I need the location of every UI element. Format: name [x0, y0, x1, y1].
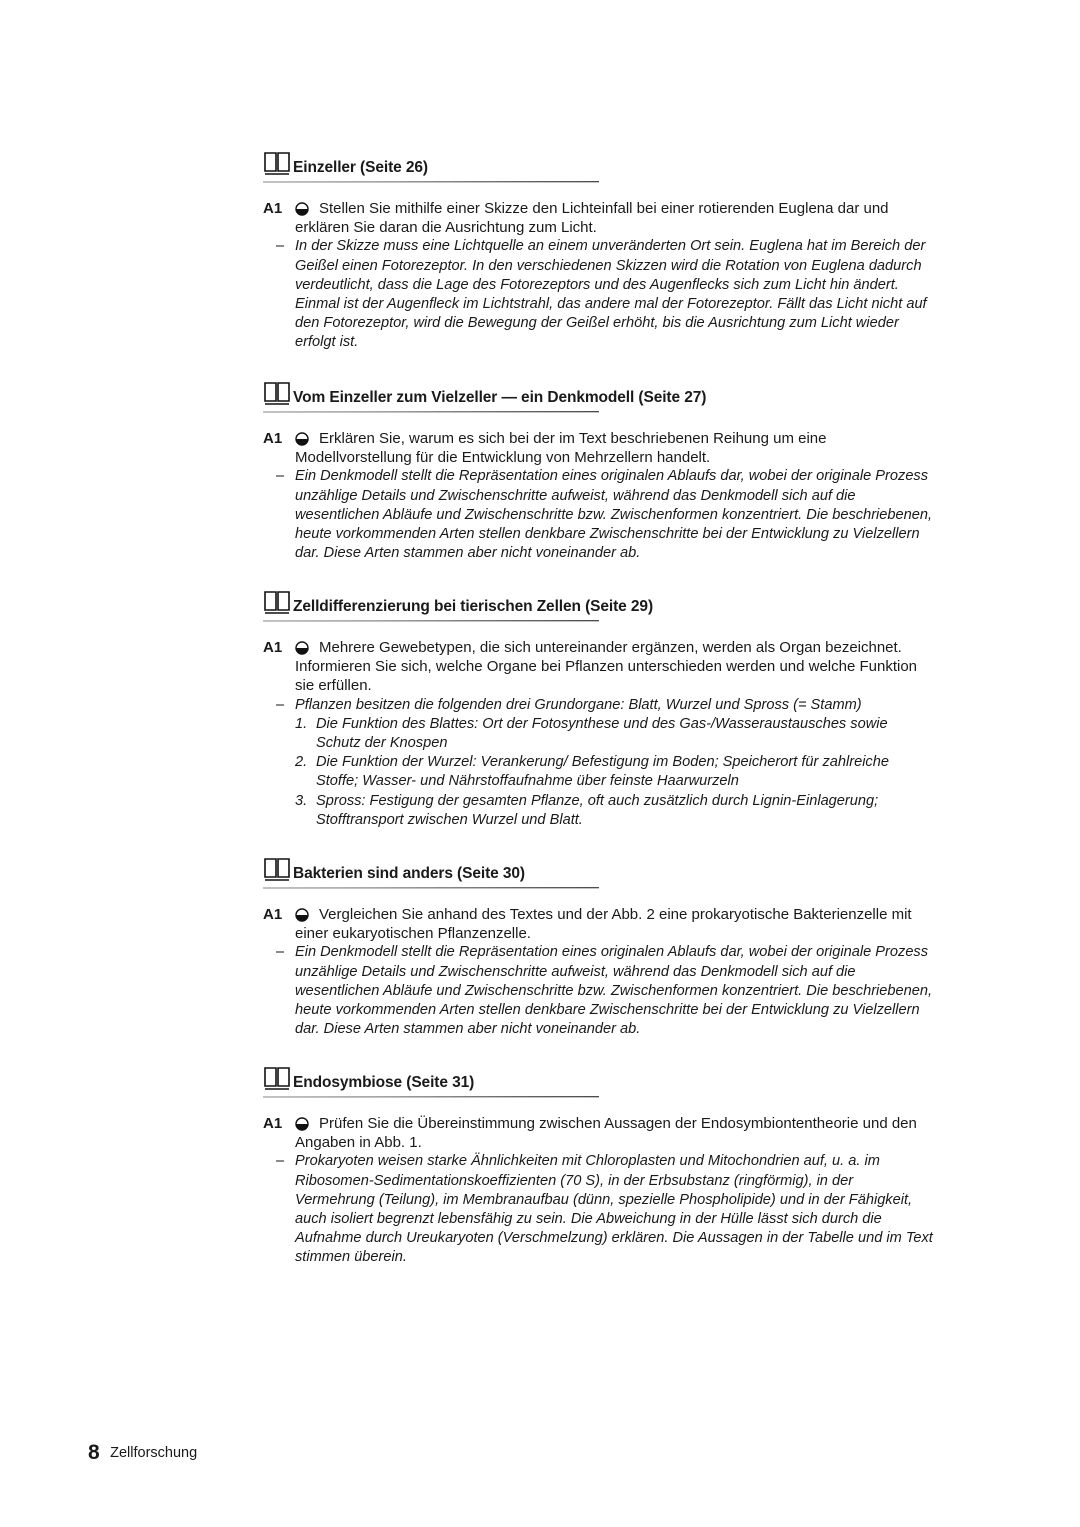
- list-item: [263, 792, 935, 830]
- list-text: Spross: Festigung der gesamten Pflanze, oft auch zusätzlich durch Lignin-Einlagerung; Stofftransport zwischen Wurzel und Blatt.: [316, 792, 879, 828]
- section-title: Zelldifferenzierung bei tierischen Zellen (Seite 29): [293, 598, 654, 615]
- page-number: 8: [88, 1441, 100, 1464]
- task-a1: [263, 429, 935, 467]
- book-icon: [263, 1065, 291, 1091]
- dash: –: [276, 944, 285, 961]
- list-text: Die Funktion der Wurzel: Verankerung/ Befestigung im Boden; Speicherort für zahlreiche Stoffe; Wasser- und Nährstoffaufnahme über feinste Haarwurzeln: [316, 754, 889, 790]
- answer-text: Pflanzen besitzen die folgenden drei Grundorgane: Blatt, Wurzel und Spross (= Stamm): [295, 696, 862, 713]
- section-title: Vom Einzeller zum Vielzeller — ein Denkmodell (Seite 27): [293, 389, 707, 406]
- task-text: Stellen Sie mithilfe einer Skizze den Lichteinfall bei einer rotierenden Euglena dar und erklären Sie daran die Ausrichtung zum Licht.: [295, 200, 889, 237]
- list-text: Die Funktion des Blattes: Ort der Fotosynthese und des Gas-/Wasseraustausches sowie Schutz der Knospen: [316, 715, 888, 752]
- answer: [263, 696, 935, 715]
- section-einzeller: [263, 150, 935, 353]
- dash: –: [276, 468, 285, 485]
- answer-text: Ein Denkmodell stellt die Repräsentation eines originalen Ablaufs dar, wobei der originale Prozess unzählige Details und Zwischenschritte aufweist, während das Denkmodell sich auf die wesentlichen Abläufe und Zwischenschritte bzw. Zwischenformen konzentriert. Die beschriebenen, heute vorkommenden Arten stellen denkbare Zwischenschritte bei der Entwicklung zu Vielzellern dar. Diese Arten stammen aber nicht voneinander ab.: [295, 468, 933, 562]
- section-header: [263, 856, 935, 890]
- task-label: A1: [263, 430, 283, 447]
- book-icon: [263, 150, 291, 176]
- task-text: Prüfen Sie die Übereinstimmung zwischen Aussagen der Endosymbiontentheorie und den Angaben in Abb. 1.: [295, 1115, 917, 1152]
- section-zelldifferenzierung: [263, 589, 935, 830]
- task-text: Vergleichen Sie anhand des Textes und der Abb. 2 eine prokaryotische Bakterienzelle mit einer eukaryotischen Pflanzenzelle.: [295, 906, 912, 943]
- section-rule: [263, 181, 599, 183]
- task-text: Mehrere Gewebetypen, die sich untereinander ergänzen, werden als Organ bezeichnet. Informieren Sie sich, welche Organe bei Pflanzen unterschieden werden und welche Funktion sie erfüllen.: [295, 639, 918, 695]
- section-rule: [263, 411, 599, 413]
- book-icon: [263, 589, 291, 615]
- answer-text: Prokaryoten weisen starke Ähnlichkeiten mit Chloroplasten und Mitochondrien auf, u. a. im Ribosomen-Sedimentationskoeffizienten (70 S), in der Erbsubstanz (ringförmig), in der Vermehrung (Teilung), im Membranaufbau (dünn, spezielle Phospholipide) und in der Fähigkeit, auch isoliert begrenzt lebensfähig zu sein. Die Abweichung in der Hülle lässt sich durch die Aufnahme durch Ureukaryoten (Verschmelzung) erklären. Die Aussagen in der Tabelle und im Text stimmen überein.: [295, 1153, 933, 1266]
- list-number: 1.: [295, 715, 308, 732]
- section-header: [263, 589, 935, 623]
- answer: [263, 467, 935, 563]
- list-item: [263, 753, 935, 791]
- half-filled-circle-icon: [295, 202, 309, 216]
- dash: –: [276, 1153, 285, 1170]
- task-label: A1: [263, 906, 283, 923]
- answer: [263, 1152, 935, 1267]
- task-label: A1: [263, 200, 283, 217]
- section-rule: [263, 1096, 599, 1098]
- book-icon: [263, 380, 291, 406]
- task-text: Erklären Sie, warum es sich bei der im Text beschriebenen Reihung um eine Modellvorstellung für die Entwicklung von Mehrzellern handelt.: [295, 430, 827, 467]
- dash: –: [276, 238, 285, 255]
- section-header: [263, 1065, 935, 1099]
- chapter-name: Zellforschung: [110, 1445, 198, 1461]
- answer: [263, 237, 935, 352]
- list-number: 2.: [295, 754, 308, 771]
- page-footer: [88, 1441, 197, 1465]
- answer-text: Ein Denkmodell stellt die Repräsentation eines originalen Ablaufs dar, wobei der originale Prozess unzählige Details und Zwischenschritte aufweist, während das Denkmodell sich auf die wesentlichen Abläufe und Zwischenschritte bzw. Zwischenformen konzentriert. Die beschriebenen, heute vorkommenden Arten stellen denkbare Zwischenschritte bei der Entwicklung zu Vielzellern dar. Diese Arten stammen aber nicht voneinander ab.: [295, 944, 933, 1038]
- list-item: [263, 715, 935, 753]
- section-rule: [263, 887, 599, 889]
- section-header: [263, 380, 935, 414]
- list-number: 3.: [295, 792, 308, 809]
- half-filled-circle-icon: [295, 1117, 309, 1131]
- section-title: Endosymbiose (Seite 31): [293, 1074, 475, 1091]
- section-bakterien: [263, 856, 935, 1039]
- section-header: [263, 150, 935, 184]
- task-a1: [263, 1114, 935, 1152]
- section-title: Bakterien sind anders (Seite 30): [293, 865, 525, 882]
- task-label: A1: [263, 639, 283, 656]
- task-a1: [263, 905, 935, 943]
- section-endosymbiose: [263, 1065, 935, 1268]
- task-label: A1: [263, 1115, 283, 1132]
- half-filled-circle-icon: [295, 432, 309, 446]
- section-rule: [263, 620, 599, 622]
- half-filled-circle-icon: [295, 908, 309, 922]
- task-a1: [263, 199, 935, 237]
- organ-list: [263, 715, 935, 830]
- dash: –: [276, 696, 285, 713]
- answer: [263, 943, 935, 1039]
- answer-text: In der Skizze muss eine Lichtquelle an einem unveränderten Ort sein. Euglena hat im Bereich der Geißel einen Fotorezeptor. In den verschiedenen Skizzen wird die Rotation von Euglena dadurch verdeutlicht, dass die Lage des Fotorezeptors und des Augenflecks sich zum Licht hin ändert. Einmal ist der Augenfleck im Lichtstrahl, das andere mal der Fotorezeptor. Fällt das Licht nicht auf den Fotorezeptor, wird die Bewegung der Geißel erhöht, bis die Ausrichtung zum Licht wieder erfolgt ist.: [295, 238, 927, 351]
- section-denkmodell: [263, 380, 935, 563]
- section-title: Einzeller (Seite 26): [293, 159, 428, 176]
- task-a1: [263, 638, 935, 696]
- half-filled-circle-icon: [295, 641, 309, 655]
- book-icon: [263, 856, 291, 882]
